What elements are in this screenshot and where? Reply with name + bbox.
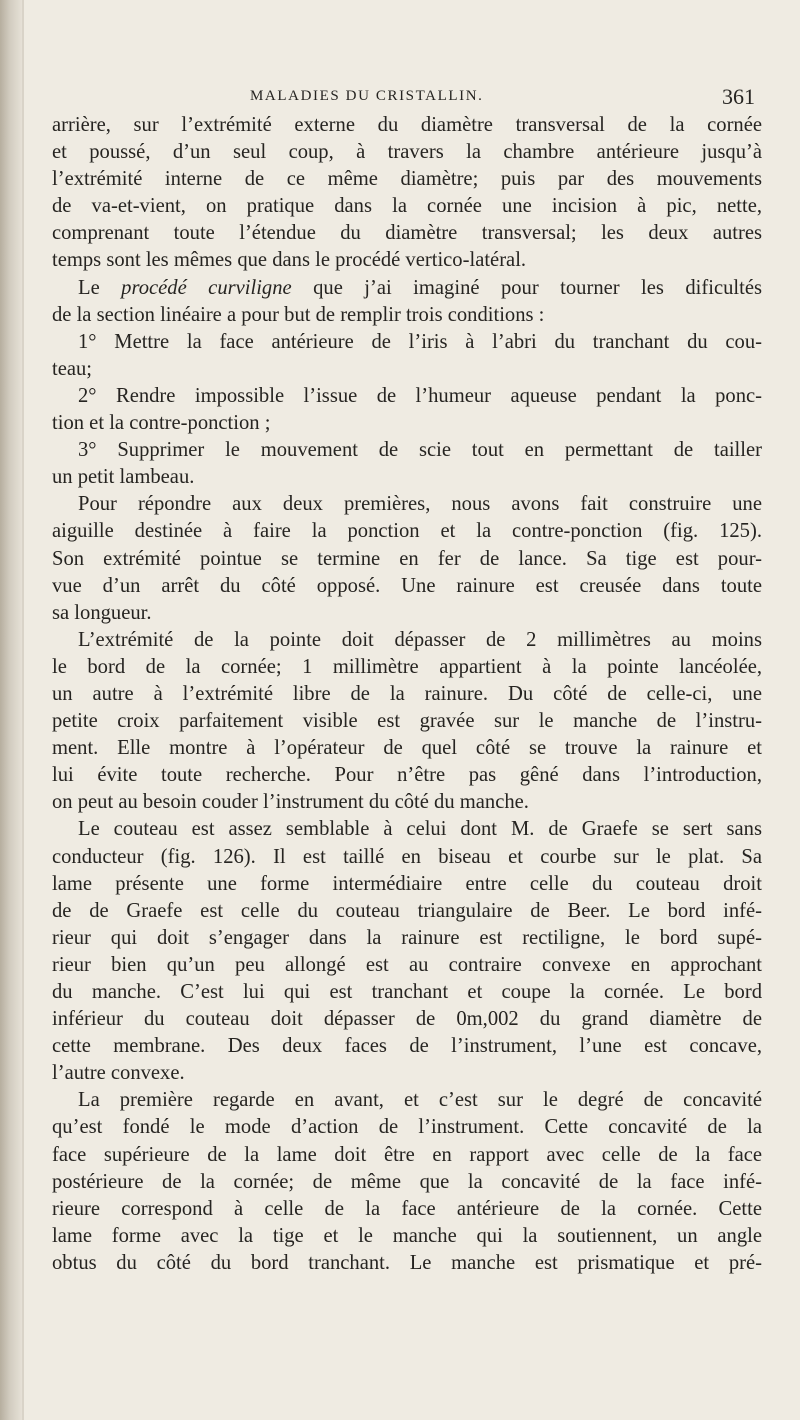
- text-line: rieure correspond à celle de la face antérieure de la cornée. Cette: [52, 1197, 762, 1220]
- text-line: comprenant toute l’étendue du diamètre transversal; les deux autres: [52, 222, 762, 245]
- text-line: inférieur du couteau doit dépasser de 0m,002 du grand diamètre de: [52, 1008, 762, 1031]
- text-line: La première regarde en avant, et c’est sur le degré de concavité: [78, 1089, 762, 1112]
- text-segment: que j’ai imaginé pour tourner les dificultés: [291, 276, 763, 299]
- text-line: de va-et-vient, on pratique dans la cornée une incision à pic, nette,: [52, 195, 762, 218]
- book-binding-shadow: [0, 0, 22, 1420]
- text-line: on peut au besoin couder l’instrument du côté du manche.: [52, 791, 529, 814]
- text-line: un petit lambeau.: [52, 466, 195, 489]
- text-line: lame forme avec la tige et le manche qui la soutiennent, un angle: [52, 1224, 762, 1247]
- body-text: [52, 112, 762, 1277]
- text-line: un autre à l’extrémité libre de la rainure. Du côté de celle-ci, une: [52, 682, 762, 705]
- text-line: temps sont les mêmes que dans le procédé vertico-latéral.: [52, 249, 527, 272]
- text-line: rieur bien qu’un peu allongé est au contraire convexe en approchant: [52, 953, 762, 976]
- text-line: petite croix parfaitement visible est gravée sur le manche de l’instru-: [52, 710, 762, 733]
- text-line: postérieure de la cornée; de même que la concavité de la face infé-: [52, 1170, 762, 1193]
- italic-term: procédé curviligne: [121, 276, 292, 299]
- text-line: Pour répondre aux deux premières, nous avons fait construire une: [78, 493, 762, 516]
- text-line: sa longueur.: [52, 601, 152, 624]
- text-line: L’extrémité de la pointe doit dépasser de 2 millimètres au moins: [78, 628, 762, 651]
- text-line: le bord de la cornée; 1 millimètre appartient à la pointe lancéolée,: [52, 655, 762, 678]
- gutter-edge: [22, 0, 24, 1420]
- text-line: du manche. C’est lui qui est tranchant et coupe la cornée. Le bord: [52, 981, 762, 1003]
- text-line: rieur qui doit s’engager dans la rainure est rectiligne, le bord supé-: [52, 926, 762, 949]
- text-line: ment. Elle montre à l’opérateur de quel côté se trouve la rainure et: [52, 737, 762, 760]
- text-line: qu’est fondé le mode d’action de l’instrument. Cette concavité de la: [52, 1116, 762, 1139]
- text-segment: Le: [78, 276, 122, 299]
- text-line: 3° Supprimer le mouvement de scie tout en permettant de tailler: [78, 439, 762, 462]
- text-line: lui évite toute recherche. Pour n’être pas gêné dans l’introduction,: [52, 764, 762, 787]
- page-number: 361: [722, 84, 755, 109]
- text-line: teau;: [52, 357, 93, 380]
- text-line: l’extrémité interne de ce même diamètre; puis par des mouvements: [52, 168, 762, 191]
- text-line: face supérieure de la lame doit être en rapport avec celle de la face: [52, 1143, 762, 1166]
- text-line: lame présente une forme intermédiaire entre celle du couteau droit: [52, 872, 762, 895]
- text-line: arrière, sur l’extrémité externe du diamètre transversal de la cornée: [52, 114, 762, 136]
- text-line: Son extrémité pointue se termine en fer de lance. Sa tige est pour-: [52, 547, 762, 570]
- running-head: MALADIES DU CRISTALLIN.: [250, 88, 484, 104]
- text-line: [52, 275, 762, 302]
- text-line: de la section linéaire a pour but de remplir trois conditions :: [52, 303, 545, 326]
- text-line: Le couteau est assez semblable à celui dont M. de Graefe se sert sans: [78, 818, 762, 841]
- text-line: cette membrane. Des deux faces de l’instrument, l’une est concave,: [52, 1035, 762, 1058]
- text-line: 1° Mettre la face antérieure de l’iris à l’abri du tranchant du cou-: [78, 330, 762, 353]
- text-line: 2° Rendre impossible l’issue de l’humeur aqueuse pendant la ponc-: [78, 384, 762, 407]
- text-line: l’autre convexe.: [52, 1062, 185, 1085]
- text-line: aiguille destinée à faire la ponction et la contre-ponction (fig. 125).: [52, 520, 762, 543]
- text-line: vue d’un arrêt du côté opposé. Une rainure est creusée dans toute: [52, 574, 762, 597]
- text-line: et poussé, d’un seul coup, à travers la chambre antérieure jusqu’à: [52, 141, 762, 164]
- text-line: conducteur (fig. 126). Il est taillé en biseau et courbe sur le plat. Sa: [52, 845, 762, 868]
- text-line: tion et la contre-ponction ;: [52, 412, 271, 435]
- text-line: obtus du côté du bord tranchant. Le manche est prismatique et pré-: [52, 1251, 762, 1274]
- page-header: [250, 84, 755, 112]
- text-line: de de Graefe est celle du couteau triangulaire de Beer. Le bord infé-: [52, 899, 762, 922]
